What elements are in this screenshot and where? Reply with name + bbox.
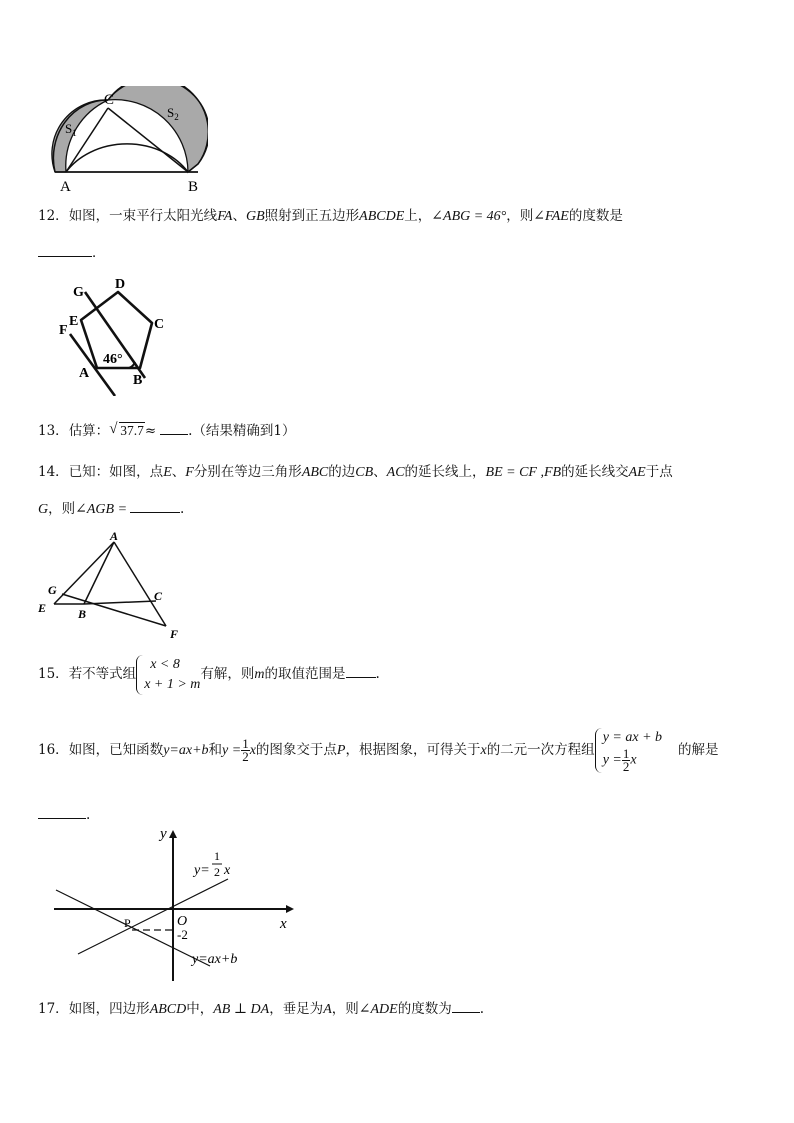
question-15: 15．若不等式组 x < 8 x + 1 > m 有解，则m的取值范围是 . — [38, 654, 380, 695]
svg-text:F: F — [59, 323, 68, 338]
svg-text:P: P — [124, 916, 131, 930]
question-14-line2: G，则∠AGB = . — [38, 498, 184, 520]
svg-text:y: y — [160, 826, 167, 842]
svg-text:y=: y= — [194, 863, 210, 878]
svg-text:2: 2 — [214, 865, 220, 879]
question-16: 16．如图，已知函数y=ax+b和y = $\frac{1}{2}$ x的图象交于点P，根据图象，可得关于x的二元一次方程组 y = ax + b y = $\frac{1}{2}$ x 的解是 — [38, 730, 719, 774]
svg-text:B: B — [78, 607, 87, 621]
sqrt-expression: √ 37.7 — [109, 421, 145, 441]
q14-condition: BE = CF ,FB — [485, 465, 562, 480]
figure-triangle — [36, 530, 186, 642]
q12-number: 12． — [38, 208, 69, 224]
answer-blank-14[interactable] — [130, 498, 180, 513]
question-17: 17．如图，四边形ABCD中，AB ⊥ DA，垂足为A，则∠ADE的度数为 . — [38, 998, 484, 1020]
inequality-system: x < 8 x + 1 > m — [136, 655, 200, 695]
question-12: 12．如图，一束平行太阳光线FA、GB照射到正五边形ABCDE上，∠ABG = 46°，则∠FAE的度数是 — [38, 208, 623, 224]
figure-lunes — [48, 86, 208, 198]
svg-text:B: B — [133, 373, 143, 388]
svg-text:A: A — [110, 530, 119, 543]
answer-blank-16[interactable] — [38, 804, 86, 819]
svg-text:O: O — [177, 914, 188, 929]
svg-text:1: 1 — [214, 849, 220, 863]
figure-graph — [50, 826, 300, 986]
svg-text:D: D — [115, 277, 126, 292]
svg-text:C: C — [154, 317, 165, 332]
equation-system: y = ax + b y = $\frac{1}{2}$ x — [595, 728, 662, 773]
answer-blank-13[interactable] — [160, 420, 188, 435]
label-b: B — [188, 179, 199, 195]
label-a: A — [60, 179, 71, 195]
svg-text:x: x — [224, 863, 231, 878]
svg-text:C: C — [154, 589, 163, 603]
svg-text:A: A — [79, 366, 90, 381]
label-s1: $S_1$ — [65, 121, 77, 138]
answer-blank-12[interactable] — [38, 242, 92, 257]
svg-text:-2: -2 — [177, 927, 188, 942]
svg-text:E: E — [38, 601, 47, 615]
line-half-x — [78, 879, 228, 954]
q12-condition: ∠ABG = 46° — [431, 209, 507, 224]
figure-pentagon — [55, 276, 175, 396]
svg-text:y=ax+b: y=ax+b — [192, 952, 238, 967]
label-c: C — [104, 92, 115, 108]
svg-text:G: G — [48, 583, 57, 597]
question-13: 13．估算：√ 37.7≈ .（结果精确到1） — [38, 420, 296, 441]
question-16-answer-line: . — [38, 804, 90, 825]
answer-blank-15[interactable] — [346, 663, 376, 678]
svg-text:G: G — [73, 285, 84, 300]
question-14: 14．已知：如图，点E、F分别在等边三角形ABC的边CB、AC的延长线上，BE = CF ,FB的延长线交AE于点 — [38, 464, 673, 480]
answer-blank-17[interactable] — [452, 998, 480, 1013]
svg-text:E: E — [69, 314, 79, 329]
svg-text:F: F — [170, 627, 179, 641]
question-12-answer-line: ． — [38, 242, 106, 263]
q17-condition: AB ⊥ DA — [213, 1002, 270, 1017]
svg-text:46°: 46° — [103, 352, 123, 367]
label-s2: $S_2$ — [167, 105, 179, 122]
svg-text:x: x — [280, 916, 287, 932]
fraction-one-half: $\frac{1}{2}$ — [242, 736, 249, 764]
